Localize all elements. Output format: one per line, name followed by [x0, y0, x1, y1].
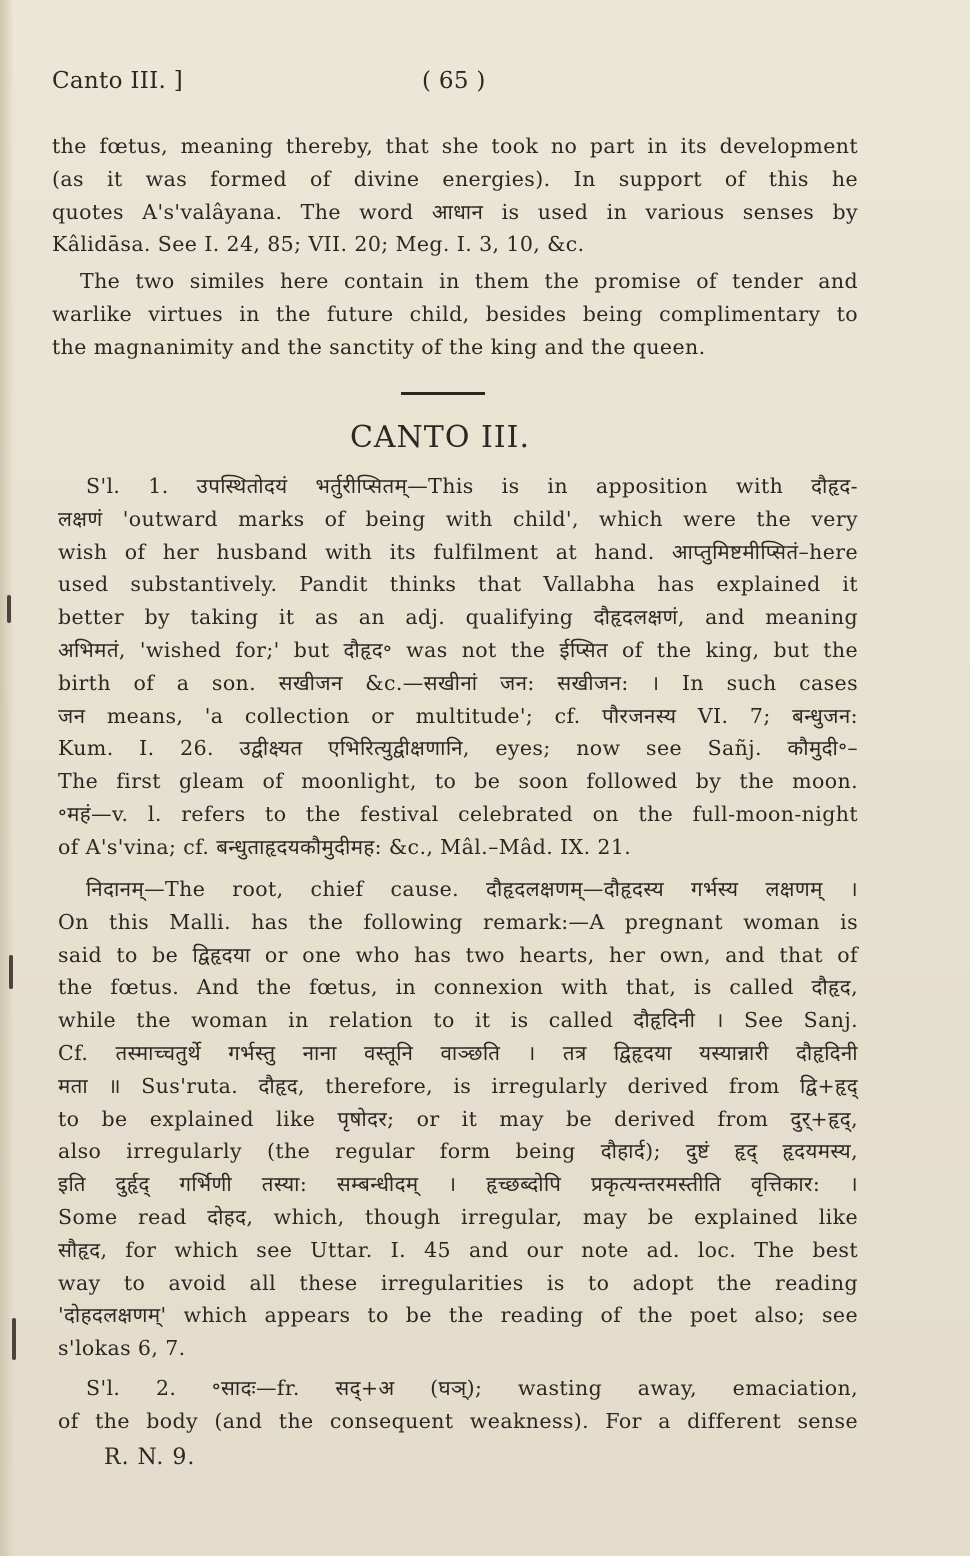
text-line: said to be द्विहृदया or one who has two hearts, her own, and that of: [58, 942, 858, 967]
text-line: of A's'vina; cf. बन्धुताहृदयकौमुदीमह: &c., Mâl.–Mâd. IX. 21.: [58, 834, 632, 859]
text-line: सौहृद, for which see Uttar. I. 45 and our note ad. loc. The best: [58, 1237, 858, 1262]
text-line: wish of her husband with its fulfilment at hand. आप्तुमिष्टमीप्सितं–here: [58, 539, 858, 564]
text-line: to be explained like पृषोदर; or it may be derived from दुर्+हृद्,: [58, 1106, 858, 1131]
paragraph-sloka-2: [58, 1372, 858, 1438]
text-line: Some read दोहद, which, though irregular, may be explained like: [58, 1204, 858, 1229]
signature-mark: R. N. 9.: [104, 1445, 196, 1470]
text-line: लक्षणं 'outward marks of being with child', which were the very: [58, 506, 858, 531]
section-divider: [401, 392, 485, 395]
text-line: s'lokas 6, 7.: [58, 1336, 186, 1361]
text-line: S'l. 2. ॰सादः—fr. सद्+अ (घञ्); wasting away, emaciation,: [86, 1376, 858, 1400]
section-title: CANTO III.: [349, 420, 531, 455]
text-line: warlike virtues in the future child, besides being complimentary to: [52, 301, 858, 326]
text-line: way to avoid all these irregularities is to adopt the reading: [58, 1270, 858, 1295]
text-line: अभिमतं, 'wished for;' but दौहृद॰ was not the ईप्सित of the king, but the: [58, 637, 858, 662]
text-line: quotes A's'valâyana. The word आधान is used in various senses by: [52, 199, 858, 224]
margin-ink-mark: [12, 1318, 16, 1360]
text-line: used substantively. Pandit thinks that Vallabha has explained it: [58, 572, 858, 597]
text-line: 'दोहदलक्षणम्' which appears to be the reading of the poet also; see: [58, 1303, 858, 1328]
text-line: Kâlidāsa. See I. 24, 85; VII. 20; Meg. I. 3, 10, &c.: [52, 232, 585, 257]
text-line: (as it was formed of divine energies). In support of this he: [52, 166, 858, 191]
page-number: ( 65 ): [422, 68, 486, 94]
text-line: S'l. 1. उपस्थितोदयं भर्तुरीप्सितम्—This is in apposition with दौहृद-: [86, 474, 858, 498]
text-line: मता ॥ Sus'ruta. दौहृद, therefore, is irregularly derived from द्वि+हृद्: [58, 1073, 858, 1098]
text-line: while the woman in relation to it is called दौहृदिनी । See Sanj.: [58, 1008, 858, 1033]
paragraph-continuation: [52, 130, 858, 261]
text-line: ॰महं—v. l. refers to the festival celebrated on the full-moon-night: [58, 801, 858, 826]
page-header: [52, 68, 850, 102]
margin-ink-mark: [7, 595, 11, 623]
text-line: of the body (and the consequent weakness). For a different sense: [58, 1408, 858, 1433]
paragraph-similes: [52, 265, 858, 363]
text-line: also irregularly (the regular form being दौहार्द); दुष्टं हृद् हृदयमस्य,: [58, 1139, 858, 1164]
paragraph-nidanam: [58, 873, 858, 1365]
text-line: birth of a son. सखीजन &c.—सखीनां जन: सखीजन: । In such cases: [58, 670, 858, 695]
text-line: On this Malli. has the following remark:—A pregnant woman is: [58, 909, 858, 934]
text-line: Cf. तस्माच्चतुर्थे गर्भस्तु नाना वस्तूनि वाञ्छति । तत्र द्विहृदया यस्यान्नारी दौहृदिनी: [58, 1040, 858, 1065]
margin-ink-mark: [9, 955, 13, 989]
paragraph-sloka-1: [58, 470, 858, 864]
text-line: Kum. I. 26. उद्वीक्ष्यत एभिरित्युद्वीक्षणानि, eyes; now see Sañj. कौमुदी॰–: [58, 736, 858, 761]
running-head: Canto III. ]: [52, 68, 183, 94]
text-line: जन means, 'a collection or multitude'; cf. पौरजनस्य VI. 7; बन्धुजन:: [58, 703, 858, 728]
text-line: The two similes here contain in them the promise of tender and: [80, 269, 858, 293]
text-line: The first gleam of moonlight, to be soon followed by the moon.: [58, 769, 858, 794]
text-line: इति दुर्हृद् गर्भिणी तस्या: सम्बन्धीदम् । हृच्छब्दोपि प्रकृत्यन्तरमस्तीति वृत्तिकार: ।: [58, 1172, 858, 1197]
text-line: the magnanimity and the sanctity of the king and the queen.: [52, 334, 706, 359]
text-line: निदानम्—The root, chief cause. दौहृदलक्षणम्—दौहृदस्य गर्भस्य लक्षणम् ।: [86, 877, 858, 901]
text-line: the fœtus. And the fœtus, in connexion with that, is called दौहृद,: [58, 975, 858, 1000]
text-line: the fœtus, meaning thereby, that she took no part in its development: [52, 134, 858, 158]
text-line: better by taking it as an adj. qualifying दौहृदलक्षणं, and meaning: [58, 605, 858, 630]
